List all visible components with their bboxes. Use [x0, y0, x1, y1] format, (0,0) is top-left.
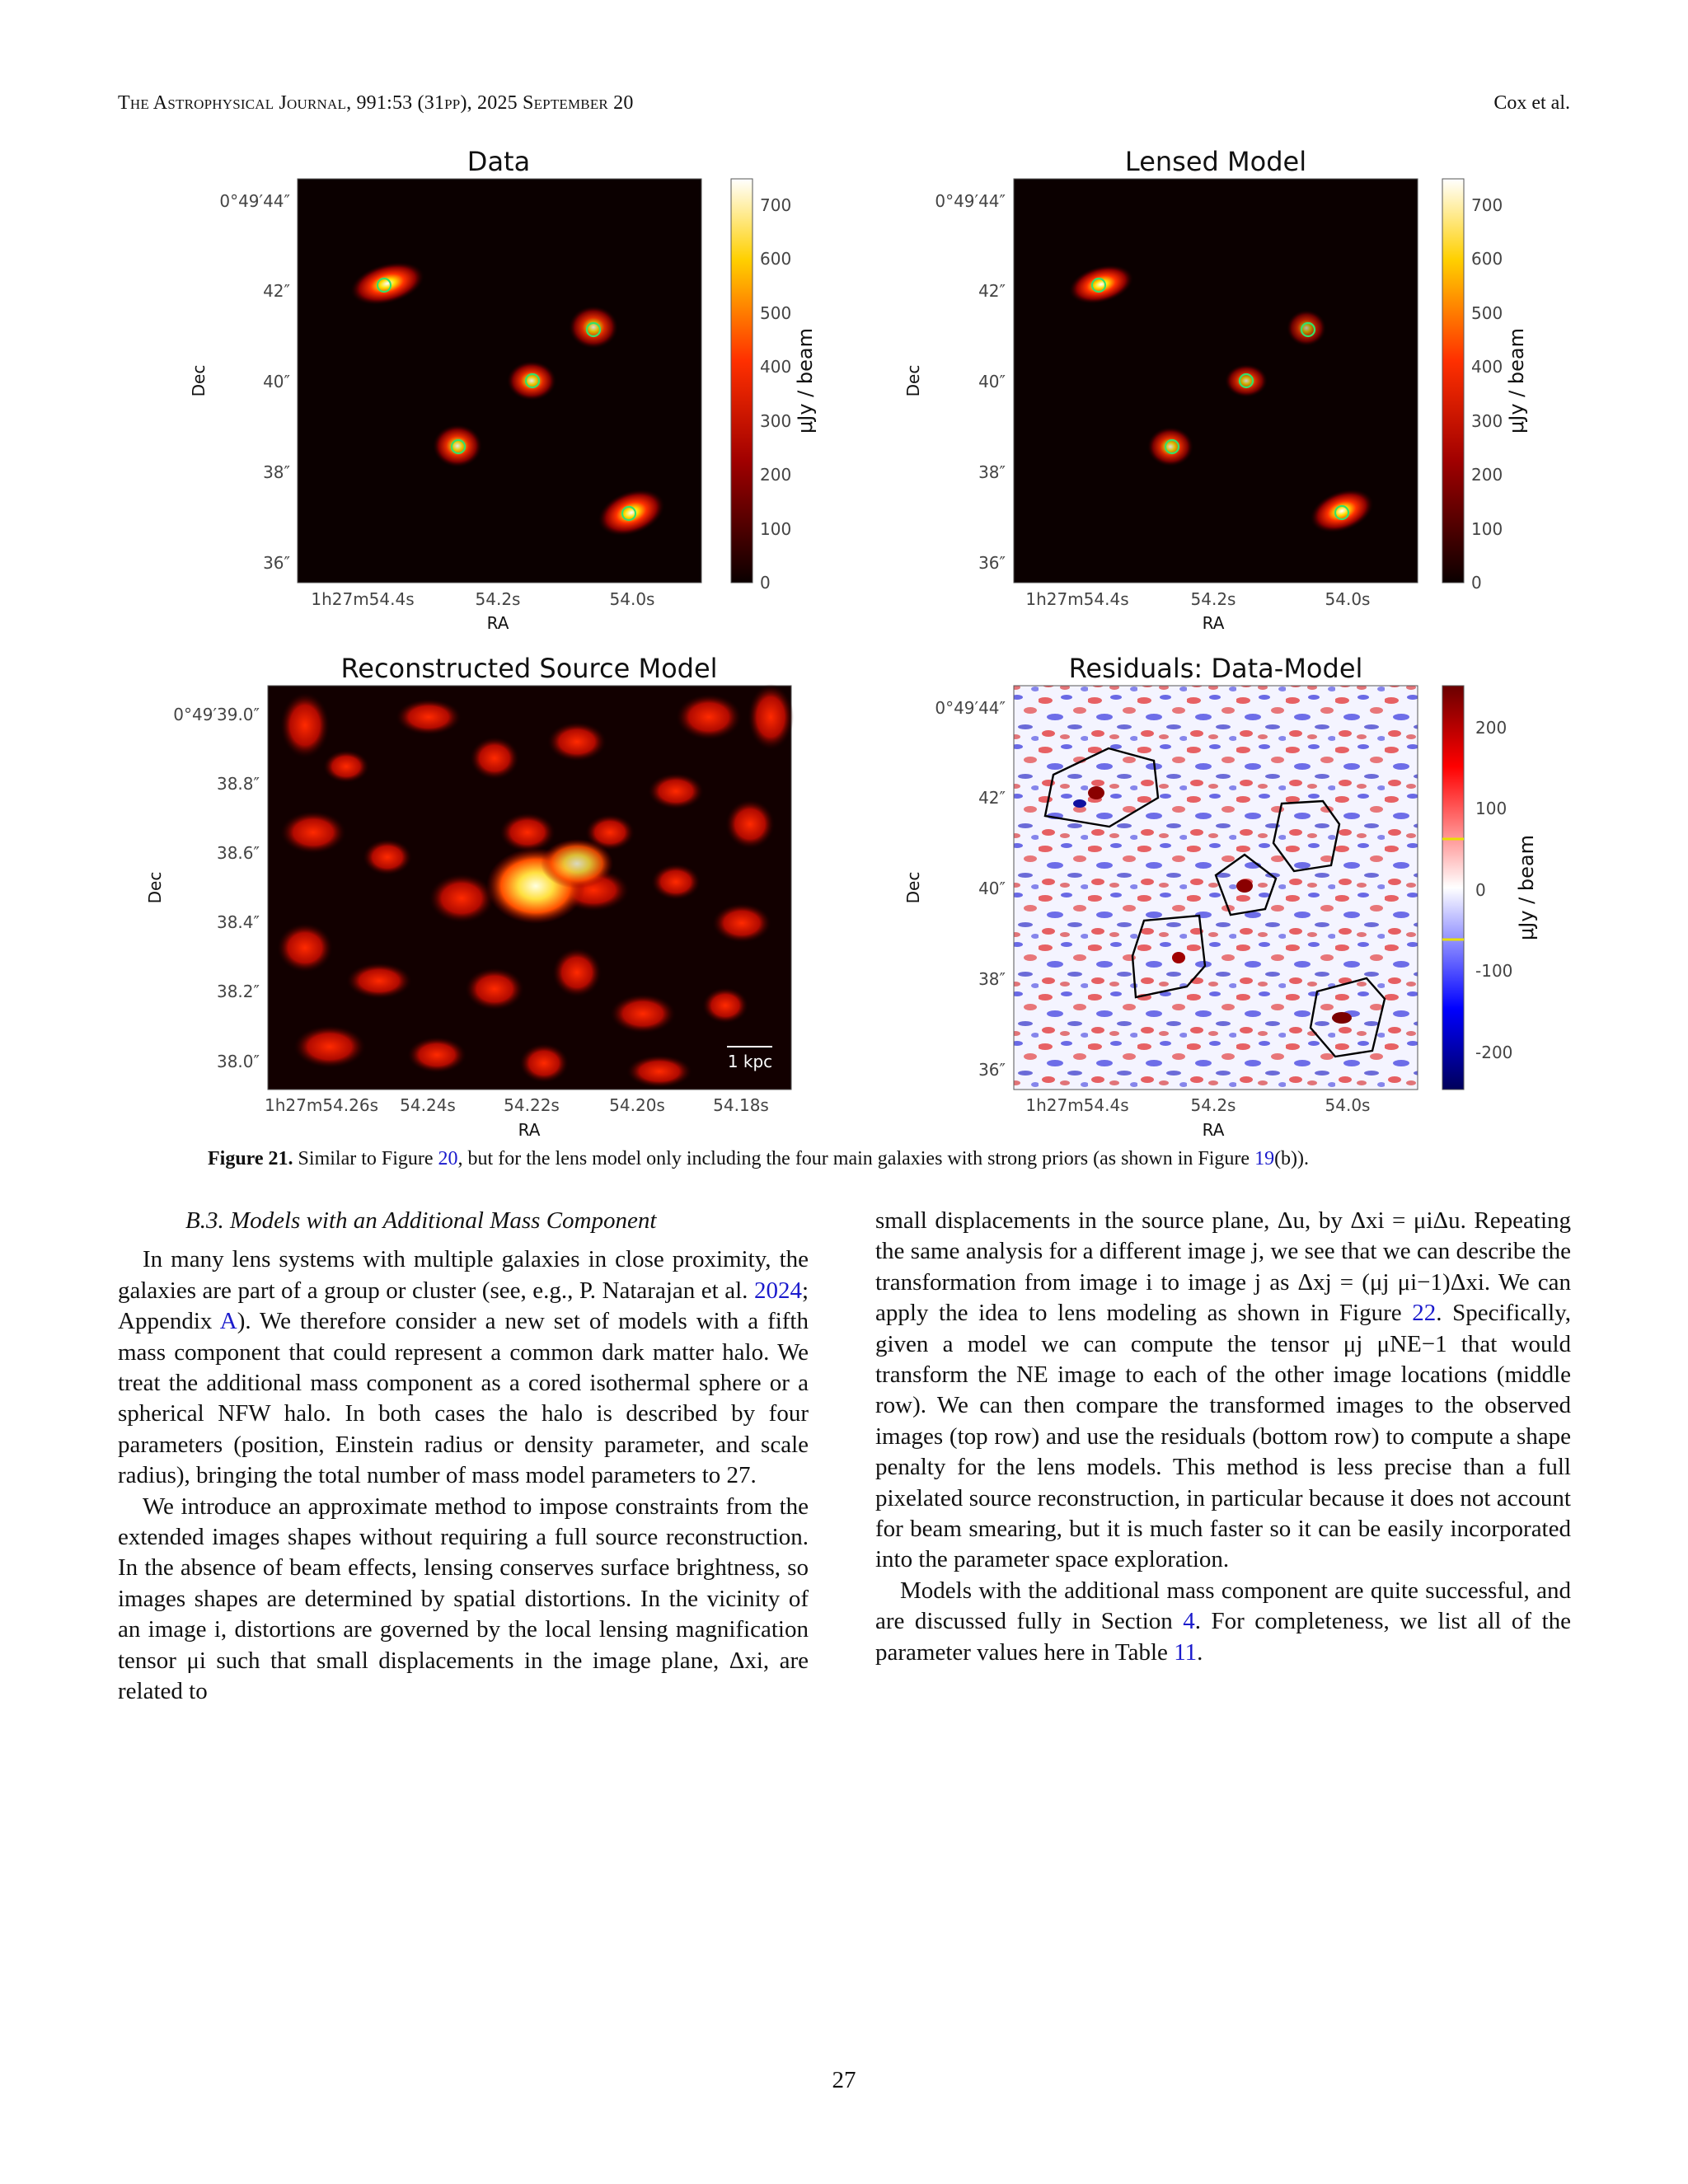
source-ra-tick: 1h27m54.26s	[264, 1095, 379, 1115]
residuals-xlabel: RA	[1202, 1120, 1225, 1140]
data-dec-tick: 0°49′44″	[219, 191, 290, 211]
data-colorbar-label: μJy / beam	[794, 328, 817, 434]
residuals-ra-tick: 1h27m54.4s	[1025, 1095, 1129, 1115]
source-scalebar-label: 1 kpc	[727, 1052, 773, 1071]
data-colorbar	[731, 179, 753, 583]
svg-text:500: 500	[1471, 303, 1503, 323]
data-xlabel: RA	[486, 613, 509, 633]
lensed-dec-tick: 42″	[978, 281, 1006, 301]
data-ra-tick: 54.0s	[609, 589, 655, 609]
svg-text:100: 100	[1471, 519, 1503, 539]
residuals-dec-tick: 0°49′44″	[935, 698, 1006, 718]
panel-title-source: Reconstructed Source Model	[340, 653, 718, 684]
panel-residuals	[903, 686, 1538, 1140]
panel-title-data: Data	[467, 146, 531, 177]
svg-text:200: 200	[1471, 465, 1503, 485]
data-colorbar-ticks	[760, 195, 791, 593]
paragraph: small displacements in the source plane, Δu, by Δxi = μiΔu. Repeating the same analysis for a different image j, we see that we can describe the transformation from image i to image j as Δxj = (μj μi−1)Δxi. We can apply the idea to lens modeling as shown in Figure 22. Specifically, given a model we can compute the tensor μj μNE−1 that would transform the NE image to each of the other image locations (middle row). We can then compare the transformed images to the observed images (top row) and use the residuals (bottom row) to compute a shape penalty for the lens models. This method is less precise than a full pixelated source reconstruction, in particular because it does not account for beam smearing, but it is much faster so it can be easily incorporated into the parameter space exploration.	[875, 1207, 1571, 1573]
residuals-colorbar-label: μJy / beam	[1515, 835, 1538, 940]
data-dec-tick: 40″	[263, 372, 290, 391]
lensed-ylabel: Dec	[903, 364, 923, 397]
residuals-dec-tick: 42″	[978, 788, 1006, 808]
panel-title-residuals: Residuals: Data-Model	[1068, 653, 1363, 684]
paragraph: In many lens systems with multiple galaxies in close proximity, the galaxies are part of a group or cluster (see, e.g., P. Natarajan et al. 2024; Appendix A). We therefore consider a new set of models with a fifth mass component that could represent a common dark matter halo. We treat the additional mass component as a cored isothermal sphere or a spherical NFW halo. In both cases the halo is described by four parameters (position, Einstein radius or density parameter, and scale radius), bringing the total number of mass model parameters to 27.	[118, 1246, 809, 1489]
source-ra-tick: 54.22s	[504, 1095, 560, 1115]
residuals-image	[1014, 686, 1418, 1090]
svg-text:-200: -200	[1475, 1043, 1513, 1062]
svg-text:200: 200	[1475, 718, 1507, 738]
source-dec-tick: 38.0″	[216, 1052, 260, 1071]
svg-text:0: 0	[760, 573, 771, 593]
svg-text:400: 400	[760, 357, 792, 377]
caption-text: Similar to Figure	[293, 1148, 438, 1169]
svg-text:100: 100	[760, 519, 792, 539]
source-dec-tick: 0°49′39.0″	[173, 705, 260, 724]
source-xlabel: RA	[518, 1120, 541, 1140]
residuals-colorbar-ticks	[1475, 718, 1512, 1062]
right-column	[875, 1206, 1571, 1668]
source-ylabel: Dec	[145, 871, 165, 904]
svg-text:-100: -100	[1475, 961, 1513, 981]
residuals-dec-tick: 36″	[978, 1060, 1006, 1080]
section-heading: B.3. Models with an Additional Mass Component	[185, 1207, 657, 1234]
lensed-ra-tick: 54.0s	[1325, 589, 1371, 609]
svg-text:100: 100	[1475, 799, 1507, 818]
lensed-ra-tick: 1h27m54.4s	[1025, 589, 1129, 609]
source-dec-tick: 38.6″	[216, 843, 260, 863]
source-dec-tick: 38.8″	[216, 774, 260, 794]
figure-link[interactable]: 22	[1412, 1300, 1437, 1327]
table-link[interactable]: 11	[1174, 1638, 1198, 1666]
lensed-colorbar-label: μJy / beam	[1505, 328, 1528, 434]
svg-text:300: 300	[760, 411, 792, 431]
left-column	[118, 1206, 809, 1708]
data-ylabel: Dec	[189, 364, 209, 397]
data-dec-tick: 36″	[263, 553, 290, 573]
data-ra-tick: 54.2s	[475, 589, 521, 609]
section-link[interactable]: 4	[1183, 1608, 1195, 1635]
lensed-colorbar	[1442, 179, 1464, 583]
panel-source	[145, 684, 794, 1140]
svg-text:400: 400	[1471, 357, 1503, 377]
panel-lensed	[903, 179, 1528, 633]
residuals-ra-tick: 54.0s	[1325, 1095, 1371, 1115]
svg-text:500: 500	[760, 303, 792, 323]
source-dec-tick: 38.2″	[216, 982, 260, 1001]
svg-text:600: 600	[760, 249, 792, 269]
caption-text: (b)).	[1274, 1148, 1310, 1169]
paragraph: Models with the additional mass component are quite successful, and are discussed fully in Section 4. For completeness, we list all of the parameter values here in Table 11.	[875, 1577, 1572, 1666]
svg-text:0: 0	[1475, 880, 1486, 900]
lensed-dec-tick: 36″	[978, 553, 1006, 573]
svg-text:700: 700	[1471, 195, 1503, 215]
source-ra-tick: 54.24s	[400, 1095, 456, 1115]
lensed-ra-tick: 54.2s	[1190, 589, 1236, 609]
data-dec-tick: 42″	[263, 281, 290, 301]
residuals-colorbar	[1442, 686, 1464, 1090]
source-ra-tick: 54.18s	[713, 1095, 769, 1115]
paragraph: We introduce an approximate method to impose constraints from the extended images shapes without requiring a full source reconstruction. In the absence of beam effects, lensing conserves surface brightness, so images shapes are determined by spatial distortions. In the vicinity of an image i, distortions are governed by the local lensing magnification tensor μi such that small displacements in the image plane, Δxi, are related to	[118, 1493, 809, 1705]
caption-figure-link[interactable]: 20	[438, 1148, 458, 1169]
svg-text:0: 0	[1471, 573, 1482, 593]
page-number: 27	[832, 2067, 856, 2093]
svg-text:200: 200	[760, 465, 792, 485]
svg-text:700: 700	[760, 195, 792, 215]
svg-text:300: 300	[1471, 411, 1503, 431]
residuals-dec-tick: 40″	[978, 879, 1006, 898]
data-dec-tick: 38″	[263, 462, 290, 482]
data-ra-tick: 1h27m54.4s	[311, 589, 415, 609]
source-ra-tick: 54.20s	[609, 1095, 665, 1115]
figure-caption	[208, 1148, 1493, 1170]
lensed-dec-tick: 40″	[978, 372, 1006, 391]
author-list: Cox et al.	[1493, 92, 1570, 114]
residuals-ra-tick: 54.2s	[1190, 1095, 1236, 1115]
caption-figure-link[interactable]: 19	[1254, 1148, 1275, 1169]
lensed-colorbar-ticks	[1471, 195, 1503, 593]
residuals-dec-tick: 38″	[978, 969, 1006, 989]
panel-data	[189, 179, 817, 633]
caption-text: , but for the lens model only including the four main galaxies with strong priors (as shown in Figure	[457, 1148, 1255, 1169]
lensed-dec-tick: 38″	[978, 462, 1006, 482]
lensed-dec-tick: 0°49′44″	[935, 191, 1006, 211]
residuals-ylabel: Dec	[903, 871, 923, 904]
appendix-link[interactable]: A	[219, 1308, 237, 1335]
source-dec-tick: 38.4″	[216, 912, 260, 932]
panel-title-lensed: Lensed Model	[1124, 146, 1307, 177]
lensed-xlabel: RA	[1202, 613, 1225, 633]
journal-citation: The Astrophysical Journal, 991:53 (31pp), 2025 September 20	[118, 92, 634, 114]
citation-link[interactable]: 2024	[753, 1277, 802, 1304]
caption-label: Figure 21.	[208, 1148, 293, 1169]
svg-text:600: 600	[1471, 249, 1503, 269]
